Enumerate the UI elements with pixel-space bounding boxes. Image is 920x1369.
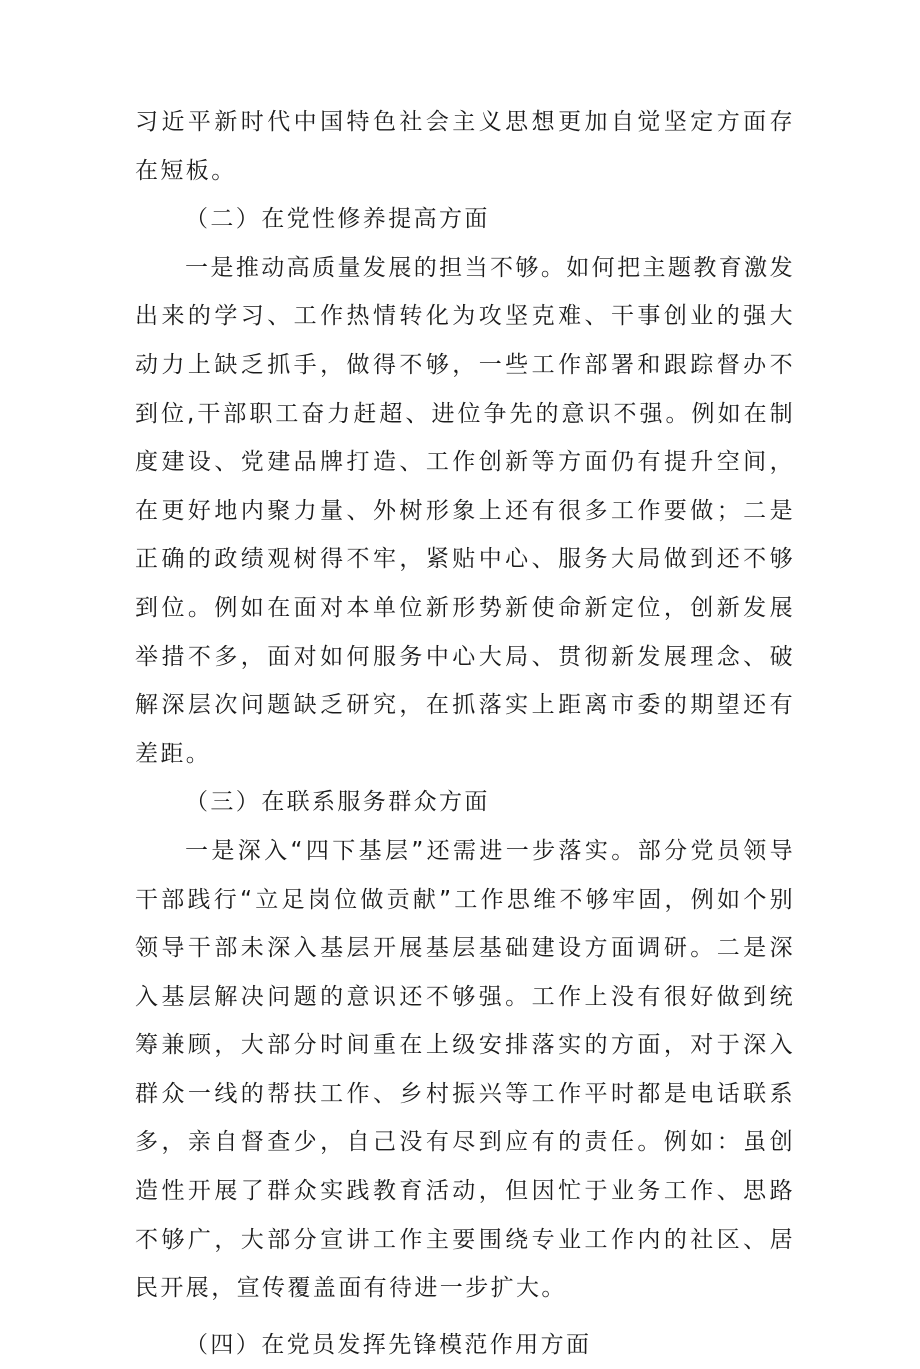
section-heading-2: （二）在党性修养提高方面 bbox=[185, 206, 490, 233]
paragraph-serving-masses: 一是深入“四下基层”还需进一步落实。部分党员领导干部践行“立足岗位做贡献”工作思维不够牢固，例如个别领导干部未深入基层开展基层基础建设方面调研。二是深入基层解决问题的意识还不够强。工作上没有很好做到统筹兼顾，大部分时间重在上级安排落实的方面，对于深入群众一线的帮扶工作、乡村振兴等工作平时都是电话联系多，亲自督查少，自己没有尽到应有的责任。例如：虽创造性开展了群众实践教育活动，但因忙于业务工作、思路不够广，大部分宣讲工作主要围绕专业工作内的社区、居民开展，宣传覆盖面有待进一步扩大。 bbox=[135, 837, 795, 1302]
paragraph-continuation: 习近平新时代中国特色社会主义思想更加自觉坚定方面存在短板。 bbox=[135, 109, 795, 184]
paragraph-party-spirit: 一是推动高质量发展的担当不够。如何把主题教育激发出来的学习、工作热情转化为攻坚克难、干事创业的强大动力上缺乏抓手，做得不够，一些工作部署和跟踪督办不到位,干部职工奋力赶超、进位争先的意识不强。例如在制度建设、党建品牌打造、工作创新等方面仍有提升空间，在更好地内聚力量、外树形象上还有很多工作要做；二是正确的政绩观树得不牢，紧贴中心、服务大局做到还不够到位。例如在面对本单位新形势新使命新定位，创新发展举措不多，面对如何服务中心大局、贯彻新发展理念、破解深层次问题缺乏研究，在抓落实上距离市委的期望还有差距。 bbox=[135, 254, 795, 767]
section-heading-3: （三）在联系服务群众方面 bbox=[185, 789, 490, 816]
section-heading-4: （四）在党员发挥先锋模范作用方面 bbox=[185, 1331, 592, 1358]
document-page bbox=[135, 98, 795, 1369]
